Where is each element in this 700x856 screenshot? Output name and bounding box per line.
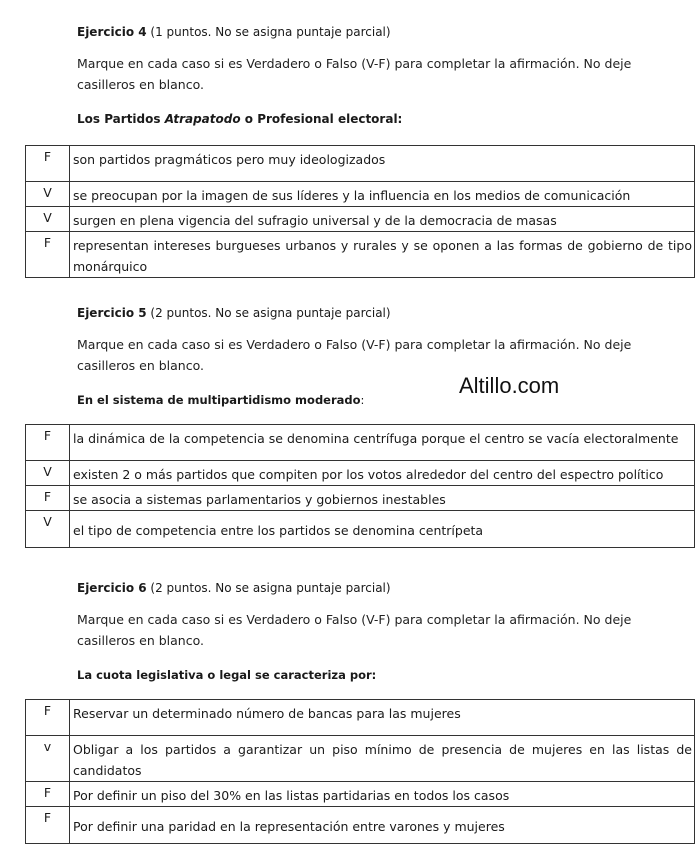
- table-row: [26, 182, 695, 207]
- exercise-4-table: [25, 145, 695, 278]
- exercise-4-heading: [77, 25, 391, 39]
- statement-cell: existen 2 o más partidos que compiten por los votos alrededor del centro del espectro político: [70, 461, 695, 486]
- exercise-4-subtitle: [77, 112, 402, 126]
- exercise-4-title: Ejercicio 4: [77, 25, 147, 39]
- exercise-6-points: (2 puntos. No se asigna puntaje parcial): [146, 581, 391, 595]
- table-row: [26, 486, 695, 511]
- exercise-6-title: Ejercicio 6: [77, 581, 147, 595]
- table-row: [26, 511, 695, 548]
- exercise-5-subtitle-text: En el sistema de multipartidismo moderado: [77, 393, 361, 407]
- table-row: [26, 232, 695, 278]
- exercise-4-points: (1 puntos. No se asigna puntaje parcial): [146, 25, 391, 39]
- statement-cell: se asocia a sistemas parlamentarios y gobiernos inestables: [70, 486, 695, 511]
- exercise-5-table: [25, 424, 695, 548]
- statement-cell: el tipo de competencia entre los partidos se denomina centrípeta: [70, 511, 695, 548]
- answer-cell[interactable]: F: [26, 232, 70, 278]
- statement-cell: son partidos pragmáticos pero muy ideologizados: [70, 146, 695, 182]
- exercise-5-instruction: Marque en cada caso si es Verdadero o Falso (V-F) para completar la afirmación. No deje casilleros en blanco.: [77, 337, 632, 373]
- table-row: [26, 461, 695, 486]
- exercise-5-title: Ejercicio 5: [77, 306, 147, 320]
- statement-cell: la dinámica de la competencia se denomina centrífuga porque el centro se vacía electoralmente: [70, 425, 695, 461]
- answer-cell[interactable]: V: [26, 461, 70, 486]
- table-row: [26, 425, 695, 461]
- answer-cell[interactable]: V: [26, 511, 70, 548]
- statement-cell: se preocupan por la imagen de sus líderes y la influencia en los medios de comunicación: [70, 182, 695, 207]
- statement-cell: Reservar un determinado número de bancas para las mujeres: [70, 700, 695, 736]
- answer-cell[interactable]: F: [26, 700, 70, 736]
- exercise-5-heading: [77, 306, 391, 320]
- statement-cell: Por definir un piso del 30% en las listas partidarias en todos los casos: [70, 782, 695, 807]
- exercise-6-table: [25, 699, 695, 844]
- exercise-4-subtitle-em: Atrapatodo: [164, 112, 241, 126]
- answer-cell[interactable]: F: [26, 782, 70, 807]
- answer-cell[interactable]: V: [26, 182, 70, 207]
- exercise-5-subtitle-colon: :: [360, 393, 365, 407]
- statement-cell: surgen en plena vigencia del sufragio universal y de la democracia de masas: [70, 207, 695, 232]
- exercise-6-heading: [77, 581, 391, 595]
- exercise-5-subtitle: [77, 393, 364, 407]
- table-row: [26, 700, 695, 736]
- table-row: [26, 807, 695, 844]
- table-row: [26, 736, 695, 782]
- statement-cell: representan intereses burgueses urbanos y rurales y se oponen a las formas de gobierno de tipo monárquico: [70, 232, 695, 278]
- answer-cell[interactable]: F: [26, 146, 70, 182]
- exercise-4-subtitle-pre: Los Partidos: [77, 112, 165, 126]
- table-row: [26, 782, 695, 807]
- table-row: [26, 207, 695, 232]
- table-row: [26, 146, 695, 182]
- statement-cell: Obligar a los partidos a garantizar un piso mínimo de presencia de mujeres en las listas de candidatos: [70, 736, 695, 782]
- exercise-4-subtitle-post: o Profesional electoral:: [240, 112, 403, 126]
- statement-cell: Por definir una paridad en la representación entre varones y mujeres: [70, 807, 695, 844]
- answer-cell[interactable]: v: [26, 736, 70, 782]
- answer-cell[interactable]: V: [26, 207, 70, 232]
- exercise-6-subtitle: La cuota legislativa o legal se caracteriza por:: [77, 668, 377, 682]
- answer-cell[interactable]: F: [26, 486, 70, 511]
- exercise-4-instruction: Marque en cada caso si es Verdadero o Falso (V-F) para completar la afirmación. No deje casilleros en blanco.: [77, 56, 632, 92]
- exercise-6-instruction: Marque en cada caso si es Verdadero o Falso (V-F) para completar la afirmación. No deje casilleros en blanco.: [77, 612, 632, 648]
- answer-cell[interactable]: F: [26, 807, 70, 844]
- exercise-5-points: (2 puntos. No se asigna puntaje parcial): [146, 306, 391, 320]
- watermark-logo: Altillo.com: [459, 373, 560, 398]
- answer-cell[interactable]: F: [26, 425, 70, 461]
